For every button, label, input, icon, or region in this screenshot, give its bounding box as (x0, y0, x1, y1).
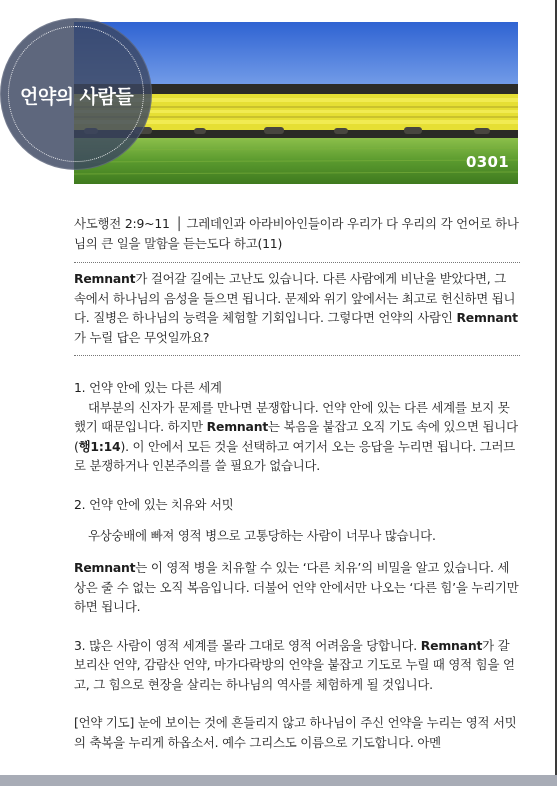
date-label: 0301 (466, 153, 509, 171)
point-2-heading: 2. 언약 안에 있는 치유와 서밋 (74, 496, 234, 512)
verse-reference: 사도행전 2:9~11 (74, 216, 170, 231)
bible-verse (74, 214, 520, 253)
page-title: 언약의 사람들 (20, 86, 134, 108)
intro-box (74, 269, 520, 356)
prayer-text: [언약 기도] 눈에 보이는 것에 흔들리지 않고 하나님이 주신 언약을 누리는 영적 서밋의 축복을 누리게 하옵소서. 예수 그리스도 이름으로 기도합니다. 아멘 (74, 715, 517, 750)
point-3-body: 3. 많은 사람이 영적 세계를 몰라 그대로 영적 어려움을 당합니다. Remnant가 갈보리산 언약, 감람산 언약, 마가다락방의 언약을 붙잡고 기도로 누릴 때 영적 힘을 얻고, 그 힘으로 현장을 살리는 하나님의 역사를 체험하게 될 것입니다. (74, 637, 515, 692)
intro-text: 가 걸어갈 길에는 고난도 있습니다. 다른 사람에게 비난을 받았다면, 그 속에서 하나님의 음성을 들으면 됩니다. 문제와 위기 앞에서는 최고로 헌신하면 됩니다. 질병은 하나님의 능력을 체험할 기회입니다. 그렇다면 언약의 사람인 (74, 271, 516, 325)
intro-text-2: 가 누릴 답은 무엇일까요? (74, 329, 210, 345)
intro-remnant: Remnant (74, 271, 136, 286)
verse-text: 그레데인과 아라비아인들이라 우리가 다 우리의 각 언어로 하나님의 큰 일을 말함을 듣는도다 하고(11) (74, 216, 519, 251)
point-1-body: 대부분의 신자가 문제를 만나면 분쟁합니다. 언약 안에 있는 다른 세계를 보지 못했기 때문입니다. 하지만 Remnant는 복음을 붙잡고 오직 기도 속에 있으면 됩니다(행1:14). 이 안에서 모든 것을 선택하고 여기서 오는 응답을 누리면 됩니다. 그러므로 분쟁하거나 인본주의를 쓸 필요가 없습니다. (74, 399, 518, 473)
bottom-bar (0, 775, 557, 786)
point-2-body: 우상숭배에 빠져 영적 병으로 고통당하는 사람이 너무나 많습니다. (88, 528, 436, 544)
point-3 (74, 636, 520, 695)
intro-remnant-2: Remnant (456, 310, 518, 325)
dotted-divider-top (74, 262, 520, 263)
verse-separator: │ (175, 216, 183, 231)
point-2-body-cont: Remnant는 이 영적 병을 치유할 수 있는 ‘다른 치유’의 비밀을 알고 있습니다. 세상은 줄 수 없는 오직 복음입니다. 더불어 언약 안에서만 나오는 ‘다른 힘’을 누리기만 하면 됩니다. (74, 560, 519, 615)
title-badge (0, 18, 152, 170)
prayer (74, 713, 520, 752)
point-2 (74, 495, 520, 617)
point-1-heading: 1. 언약 안에 있는 다른 세계 (74, 380, 222, 395)
point-1 (74, 378, 520, 476)
intro-paragraph (74, 269, 520, 347)
devotional-content (74, 214, 520, 765)
